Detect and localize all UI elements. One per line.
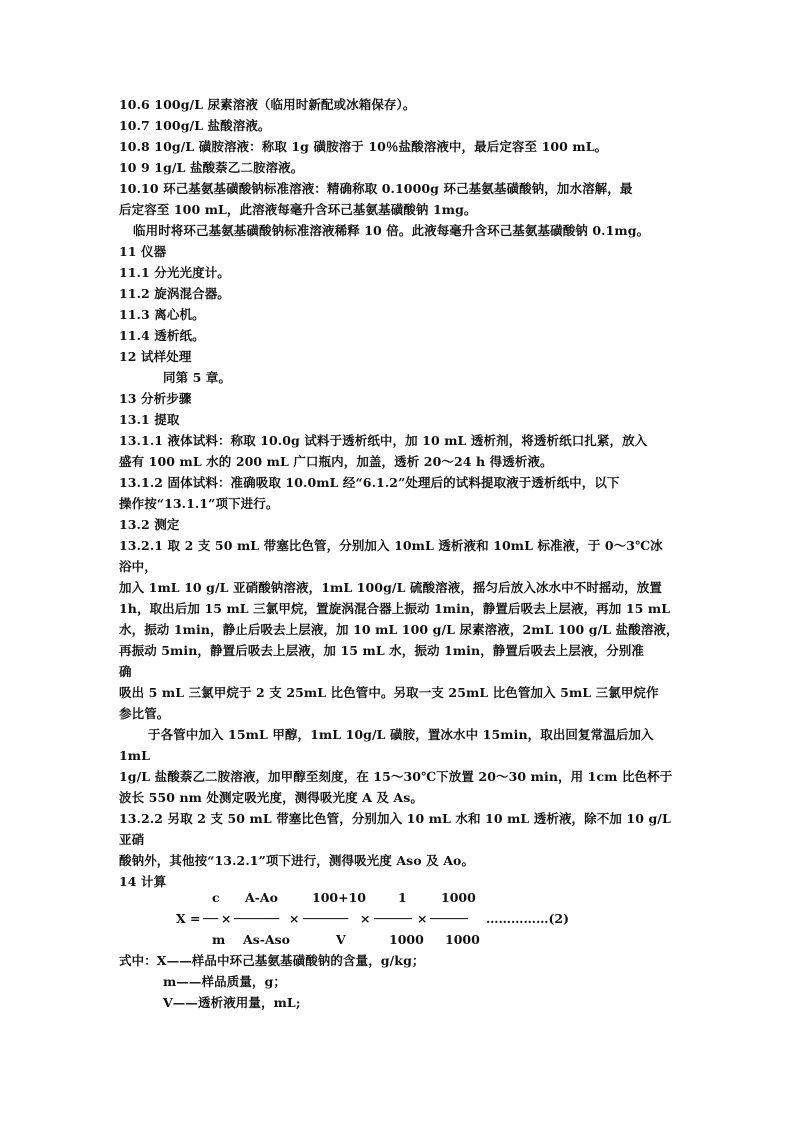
section-heading: 13 分析步骤 [119, 391, 192, 406]
times-sign: × [360, 911, 371, 926]
text-line: 水，振动 1min，静止后吸去上层液，加 10 mL 100 g/L 尿素溶液，2mL 100 g/L 盐酸溶液， [119, 622, 679, 637]
text-line: 10.6 100g/L 尿素溶液（临用时新配或冰箱保存）。 [119, 97, 416, 112]
text-line: 操作按“13.1.1”项下进行。 [119, 496, 279, 511]
text-line: 后定容至 100 mL，此溶液每毫升含环己基氨基磺酸钠 1mg。 [119, 202, 477, 217]
text-line: 同第 5 章。 [163, 370, 232, 385]
text-line: 亚硝 [119, 832, 145, 847]
fraction-bar: ────── [303, 911, 349, 926]
fraction-bar: ── [203, 911, 219, 926]
text-line: 再振动 5min，静置后吸去上层液，加 15 mL 水，振动 1min，静置后吸去上层液，分别准 [119, 643, 644, 658]
text-line: 酸钠外，其他按“13.2.1”项下进行，测得吸光度 Aso 及 Ao。 [119, 853, 475, 868]
formula-numerator: 100+10 [312, 890, 366, 905]
text-line: 波长 550 nm 处测定吸光度，测得吸光度 A 及 As。 [119, 790, 423, 805]
legend-line: V——透析液用量，mL; [163, 995, 301, 1010]
formula-denominator: As-Aso [243, 932, 290, 947]
text-line: 1g/L 盐酸萘乙二胺溶液，加甲醇至刻度，在 15～30℃下放置 20～30 min，用 1cm 比色杯于 [119, 769, 673, 784]
text-line: 参比管。 [119, 706, 170, 721]
formula-denominator: V [336, 932, 346, 947]
formula-lhs: X = [176, 911, 201, 926]
equation-number: ……………(2) [486, 911, 570, 926]
text-line: 10.8 10g/L 磺胺溶液：称取 1g 磺胺溶于 10％盐酸溶液中，最后定容至 100 mL。 [119, 139, 608, 154]
formula-numerator: 1000 [441, 890, 476, 905]
section-heading: 13.1 提取 [119, 412, 180, 427]
formula-numerator: 1 [398, 890, 407, 905]
fraction-bar: ────── [234, 911, 280, 926]
text-line: 吸出 5 mL 三氯甲烷于 2 支 25mL 比色管中。另取一支 25mL 比色管加入 5mL 三氯甲烷作 [119, 685, 659, 700]
legend-line: 式中：X——样品中环己基氨基磺酸钠的含量，g/kg； [119, 953, 425, 968]
text-line: 确 [119, 664, 132, 679]
formula-denominator: 1000 [389, 932, 424, 947]
text-line: 11.3 离心机。 [119, 307, 205, 322]
text-line: 盛有 100 mL 水的 200 mL 广口瓶内，加盖，透析 20～24 h 得透析液。 [119, 454, 553, 469]
text-line: 临用时将环己基氨基磺酸钠标准溶液稀释 10 倍。此液每毫升含环己基氨基磺酸钠 0.1mg。 [133, 223, 650, 238]
section-heading: 12 试样处理 [119, 349, 192, 364]
formula-denominator: 1000 [445, 932, 480, 947]
text-line: 11.1 分光光度计。 [119, 265, 230, 280]
text-line: 10.10 环己基氨基磺酸钠标准溶液：精确称取 0.1000g 环己基氨基磺酸钠，加水溶解，最 [119, 181, 633, 196]
fraction-bar: ───── [430, 911, 468, 926]
times-sign: × [289, 911, 300, 926]
text-line: 13.1.2 固体试料：准确吸取 10.0mL 经“6.1.2”处理后的试料提取液于透析纸中，以下 [119, 475, 620, 490]
formula-numerator: c [212, 890, 220, 905]
text-line: 1h，取出后加 15 mL 三氯甲烷，置旋涡混合器上振动 1min，静置后吸去上层液，再加 15 mL [119, 601, 671, 616]
formula-denominator: m [212, 932, 226, 947]
text-line: 13.1.1 液体试料：称取 10.0g 试料于透析纸中，加 10 mL 透析剂，将透析纸口扎紧，放入 [119, 433, 648, 448]
times-sign: × [417, 911, 428, 926]
times-sign: × [221, 911, 232, 926]
text-line: 1mL [119, 748, 151, 763]
section-heading: 13.2 测定 [119, 517, 180, 532]
text-line: 13.2.2 另取 2 支 50 mL 带塞比色管，分别加入 10 mL 水和 10 mL 透析液，除不加 10 g/L [119, 811, 671, 826]
text-line: 浴中， [119, 559, 157, 574]
legend-line: m——样品质量，g； [163, 974, 286, 989]
section-heading: 11 仪器 [119, 244, 167, 259]
fraction-bar: ───── [374, 911, 412, 926]
text-line: 11.4 透析纸。 [119, 328, 205, 343]
section-heading: 14 计算 [119, 874, 167, 889]
text-line: 13.2.1 取 2 支 50 mL 带塞比色管，分别加入 10mL 透析液和 10mL 标准液，于 0～3℃冰 [119, 538, 663, 553]
text-line: 11.2 旋涡混合器。 [119, 286, 230, 301]
formula-numerator: A-Ao [245, 890, 278, 905]
text-line: 10 9 1g/L 盐酸萘乙二胺溶液。 [119, 160, 304, 175]
text-line: 加入 1mL 10 g/L 亚硝酸钠溶液，1mL 100g/L 硫酸溶液，摇匀后放入冰水中不时摇动，放置 [119, 580, 662, 595]
text-line: 10.7 100g/L 盐酸溶液。 [119, 118, 271, 133]
text-line: 于各管中加入 15mL 甲醇，1mL 10g/L 磺胺，置冰水中 15min，取出回复常温后加入 [148, 727, 654, 742]
